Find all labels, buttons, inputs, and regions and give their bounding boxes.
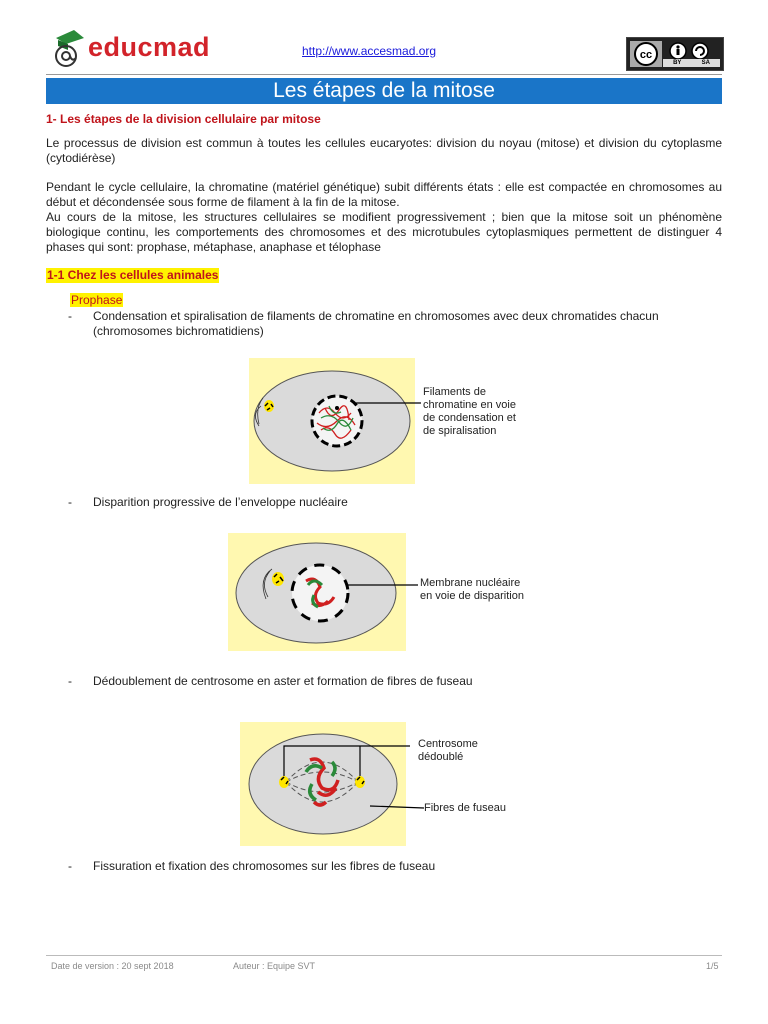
footer-author: Auteur : Equipe SVT	[233, 961, 316, 971]
list-item: - Dédoublement de centrosome en aster et formation de fibres de fuseau	[68, 674, 473, 688]
header-divider	[46, 74, 722, 75]
at-sign-icon	[48, 28, 88, 72]
subsection-heading: 1-1 Chez les cellules animales	[47, 268, 219, 282]
section-heading: 1- Les étapes de la division cellulaire par mitose	[46, 112, 321, 126]
footer-version: Date de version : 20 sept 2018	[51, 961, 174, 971]
phase-heading: Prophase	[71, 293, 123, 307]
figure-label: Fibres de fuseau	[424, 802, 506, 814]
prophase-chromatin-figure	[249, 358, 539, 484]
figure-label: Centrosome dédoublé	[418, 738, 478, 763]
list-item: - Fissuration et fixation des chromosomes sur les fibres de fuseau	[68, 859, 436, 873]
figure-label: Membrane nucléaire en voie de disparition	[420, 577, 524, 602]
prophase-membrane-figure	[228, 533, 542, 653]
footer-divider	[46, 955, 722, 956]
license-strip: BY SA	[663, 59, 720, 67]
creative-commons-badge	[626, 37, 724, 71]
page-title: Les étapes de la mitose	[46, 78, 722, 104]
chromatin-paragraph: Pendant le cycle cellulaire, la chromatine (matériel génétique) subit différents états : elle est compactée en chromosomes au début et décondensée sous forme de filament à la fin de la mitose.	[46, 180, 722, 209]
list-item: - Condensation et spiralisation de filaments de chromatine en chromosomes avec deux chromatides chacun (chromosomes bichromatidiens)	[68, 309, 659, 338]
intro-paragraph: Le processus de division est commun à toutes les cellules eucaryotes: division du noyau (mitose) et division du cytoplasme (cytodiérèse)	[46, 136, 722, 165]
accesmad-link[interactable]: http://www.accesmad.org	[302, 44, 437, 58]
educmad-logo	[48, 28, 211, 72]
figure-label: Filaments de chromatine en voie de condensation et de spiralisation	[423, 386, 516, 437]
logo-text: educmad	[88, 32, 211, 62]
page-number: 1/5	[706, 961, 719, 971]
list-item: - Disparition progressive de l’enveloppe nucléaire	[68, 495, 348, 509]
mitosis-paragraph: Au cours de la mitose, les structures cellulaires se modifient progressivement ; bien que la mitose soit un phénomène biologique continu, les comportements des chromosomes et des microtubules cytoplasmiques permettent de distinguer 4 phases qui sont: prophase, métaphase, anaphase et télophase	[46, 210, 722, 254]
prophase-centrosome-figure	[240, 722, 530, 846]
svg-text:cc: cc	[639, 49, 653, 61]
